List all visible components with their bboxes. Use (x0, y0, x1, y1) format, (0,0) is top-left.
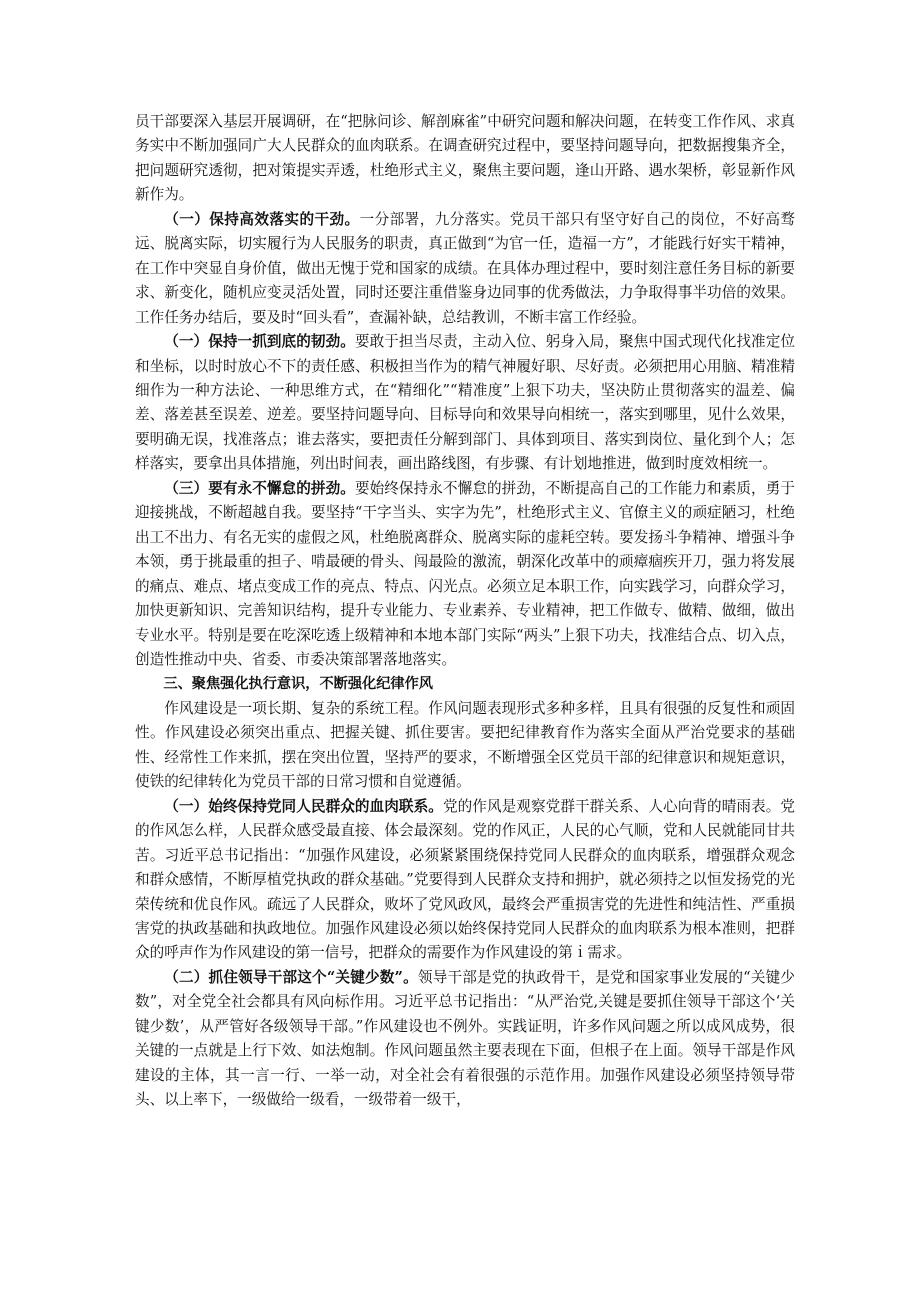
paragraph-lead: （三）要有永不懈怠的拼劲。 (164, 479, 355, 497)
paragraph-text: 党的作风是观察党群干群关系、人心向背的晴雨表。党的作风怎么样，人民群众感受最直接、体会最深刻。党的作风正，人民的心气顺，党和人民就能同甘共苦。习近平总书记指出：“加强作风建设，必须紧紧围绕保持党同人民群众的血肉联系，增强群众观念和群众感情，不断厚植党执政的群众基础。”党要得到人民群众支持和拥护，就必须持之以恒发扬党的光荣传统和优良作风。疏远了人民群众，败坏了党风政风，最终会严重损害党的先进性和纯洁性、严重损害党的执政基础和执政地位。加强作风建设必须以始终保持党同人民群众的血肉联系为根本准则，把群众的呼声作为作风建设的第一信号，把群众的需要作为作风建设的第ｉ需求。 (135, 797, 795, 962)
paragraph-lead: （一）保持高效落实的干劲。 (164, 210, 360, 228)
body-paragraph (135, 330, 795, 477)
paragraph-text: 一分部署，九分落实。党员干部只有坚守好自己的岗位，不好高骛远、脱离实际，切实履行为人民服务的职责，真正做到“为官一任，造福一方”，才能践行好实干精神，在工作中突显自身价值，做出无愧于党和国家的成绩。在具体办理过程中，要时刻注意任务目标的新要求、新变化，随机应变灵活处置，同时还要注重借鉴身边同事的优秀做法，力争取得事半功倍的效果。工作任务办结后，要及时“回头看”，查漏补缺，总结教训，不断丰富工作经验。 (135, 210, 795, 326)
body-paragraph (135, 110, 795, 208)
document-page (135, 110, 795, 1113)
paragraph-text: 员干部要深入基层开展调研，在“把脉问诊、解剖麻雀”中研究问题和解决问题，在转变工作作风、求真务实中不断加强同广大人民群众的血肉联系。在调查研究过程中，要坚持问题导向，把数据搜集齐全，把问题研究透彻，把对策提实弄透，杜绝形式主义，聚焦主要问题，逢山开路、遇水架桥，彰显新作风新作为。 (135, 113, 795, 204)
body-paragraph (135, 477, 795, 673)
paragraph-lead: （二）抓住领导干部这个“关键少数”。 (164, 968, 418, 986)
section-heading-text: 三、聚焦强化执行意识，不断强化纪律作风 (163, 676, 433, 693)
paragraph-lead: （一）保持一抓到底的韧劲。 (164, 333, 355, 351)
paragraph-text: 作风建设是一项长期、复杂的系统工程。作风问题表现形式多种多样，且具有很强的反复性和顽固性。作风建设必须突出重点、把握关键、抓住要害。要把纪律教育作为落实全面从严治党要求的基础性、经常性工作来抓，摆在突出位置，坚持严的要求，不断增强全区党员干部的纪律意识和规矩意识，使铁的纪律转化为党员干部的日常习惯和自觉遵循。 (135, 699, 795, 791)
paragraph-text: 要始终保持永不懈怠的拼劲，不断提高自己的工作能力和素质，勇于迎接挑战，不断超越自我。要坚持“干字当头、实字为先”，杜绝形式主义、官僚主义的顽症陋习，杜绝出工不出力、有名无实的虚假之风，杜绝脱离群众、脱离实际的虚耗空转。要发扬斗争精神、增强斗争本领，勇于挑最重的担子、啃最硬的骨头、闯最险的激流，朝深化改革中的顽瘴痼疾开刀，强力将发展的痛点、难点、堵点变成工作的亮点、特点、闪光点。必须立足本职工作，向实践学习，向群众学习，加快更新知识、完善知识结构，提升专业能力、专业素养、专业精神，把工作做专、做精、做细，做出专业水平。特别是要在吃深吃透上级精神和本地本部门实际“两头”上狠下功夫，找准结合点、切入点，创造性推动中央、省委、市委决策部署落地落实。 (135, 479, 795, 668)
body-paragraph (135, 697, 795, 795)
section-heading (135, 672, 795, 696)
body-paragraph (135, 208, 795, 330)
paragraph-text: 领导干部是党的执政骨干，是党和国家事业发展的“关键少数”，对全党全社会都具有风向标作用。习近平总书记指出：“从严治党,关键是要抓住领导干部这个‘关键少数’，从严管好各级领导干部。”作风建设也不例外。实践证明，许多作风问题之所以成风成势，很关键的一点就是上行下效、如法炮制。作风问题虽然主要表现在下面，但根子在上面。领导干部是作风建设的主体，其一言一行、一举一动，对全社会有着很强的示范作用。加强作风建设必须坚持领导带头、以上率下，一级做给一级看，一级带着一级干， (135, 968, 795, 1109)
paragraph-text: 要敢于担当尽责，主动入位、躬身入局，聚焦中国式现代化找准定位和坐标，以时时放心不下的责任感、积极担当作为的精气神履好职、尽好责。必须把用心用脑、精准精细作为一种方法论、一种思维方式，在“精细化”“精准度”上狠下功夫，坚决防止贯彻落实的温差、偏差、落差甚至误差、逆差。要坚持问题导向、目标导向和效果导向相统一，落实到哪里，见什么效果，要明确无误，找准落点；谁去落实，要把责任分解到部门、具体到项目、落实到岗位、量化到个人；怎样落实，要拿出具体措施，列出时间表，画出路线图，有步骤、有计划地推进，做到时度效相统一。 (135, 333, 795, 473)
paragraph-lead: （一）始终保持党同人民群众的血肉联系。 (164, 797, 443, 815)
body-paragraph (135, 966, 795, 1113)
body-paragraph (135, 795, 795, 966)
